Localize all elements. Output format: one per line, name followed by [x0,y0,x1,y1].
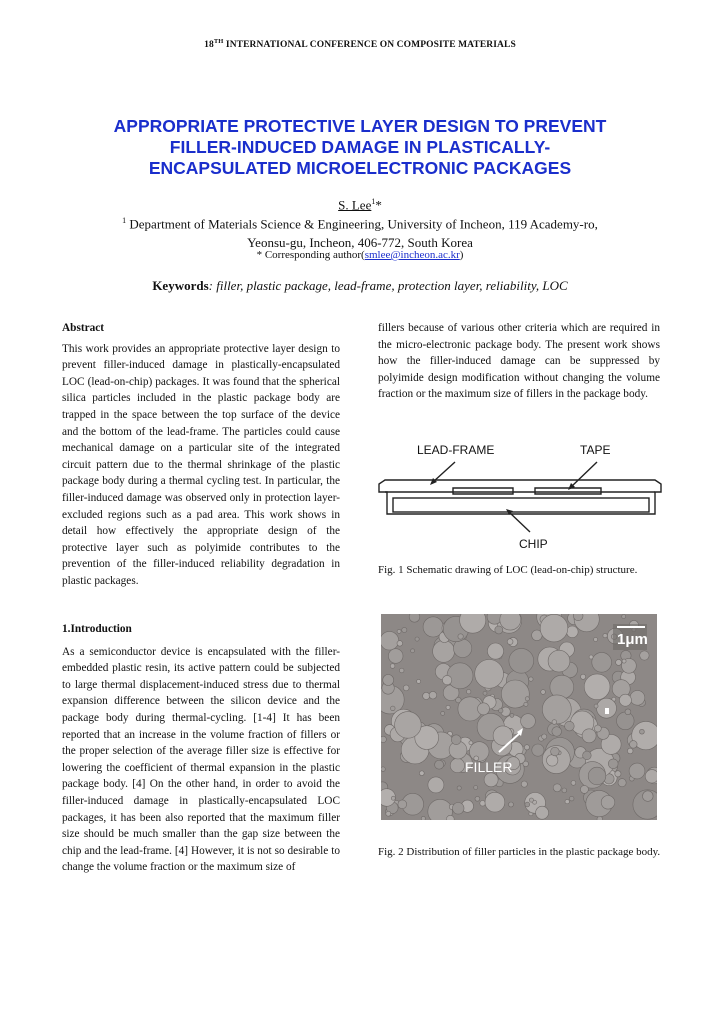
filler-particle [397,629,401,633]
filler-particle [433,640,455,662]
filler-particle [458,634,463,639]
affiliation [40,211,680,252]
filler-particle [447,663,473,689]
filler-particle [552,720,557,725]
filler-particle [525,802,530,807]
filler-particle [507,639,513,645]
filler-particle [391,796,395,800]
filler-particle [529,798,533,802]
filler-particle [540,614,568,642]
filler-particle [474,786,478,790]
author-sup: 1 [371,197,376,206]
paper-title [60,116,660,179]
corresponding-author [0,249,720,261]
filler-particle [645,770,657,783]
filler-particle [603,633,607,637]
filler-particle [485,792,505,812]
figure-2-caption: Fig. 2 Distribution of filler particles in the plastic package body. [378,846,661,858]
filler-particle [601,796,615,810]
lead-finger-left [453,488,513,494]
filler-particle [542,695,571,724]
filler-particle [383,675,394,686]
corresponding-prefix: * Corresponding author( [256,249,365,261]
filler-particle [524,745,529,750]
chip-body [393,498,649,512]
filler-particle [509,648,534,673]
filler-particle [381,767,385,772]
filler-particle [446,705,450,709]
filler-particle [442,675,451,684]
filler-particle [529,677,533,681]
keywords-line [0,278,720,294]
filler-particle [475,796,480,801]
affiliation-sup: 1 [122,216,127,225]
filler-particle [395,712,422,739]
filler-particle [565,799,569,803]
filler-particle [457,786,461,790]
filler-particle [509,802,514,807]
filler-particle [397,641,403,647]
email-link[interactable]: smlee@incheon.ac.kr [364,249,460,261]
filler-particle [594,704,598,708]
filler-particle [553,784,561,792]
filler-particle [480,801,486,807]
filler-particle [421,816,425,820]
filler-particle [630,741,638,749]
filler-particle [451,735,461,745]
filler-particle [521,714,536,729]
title-line-2: FILLER-INDUCED DAMAGE IN PLASTICALLY- [169,137,551,157]
filler-particle [580,785,588,793]
white-speck [605,708,609,714]
abstract-section [62,320,340,590]
filler-particle [618,779,626,787]
filler-particle [478,703,490,715]
filler-particle [411,649,415,653]
filler-particle [499,709,503,713]
filler-particle [524,702,528,706]
filler-particle [391,706,396,711]
introduction-section [62,621,340,876]
filler-particle [617,712,635,730]
affiliation-line-2: Yeonsu-gu, Incheon, 406-772, South Korea [247,235,473,251]
abstract-text: This work provides an appropriate protective layer design to prevent filler-induced damage in plastically-encapsulated LOC (lead-on-chip) packages. It was found that the spherical silica particles included in the plastic package body are trapped in the space between the top surface of the device and the bottom of the lead-frame. The particles could cause mechanical damage on a particular site of the integrated circuit pattern due to the thermal shrinkage of the plastic package body during a thermal cycling test. In particular, the filler-induced damage was observed only in protection layer-excluded regions such as a pad area. This work shows in detail how effectively the appropriate design of the protective layer such as polyimide contributes to the prevention of the filler-induced reliability degradation in plastic packages. [62,342,340,587]
filler-particle [643,791,654,802]
filler-particle [536,806,549,819]
corresponding-suffix: ) [459,249,464,261]
filler-particle [409,614,420,622]
abstract-heading: Abstract [62,322,105,334]
filler-particle [640,651,649,660]
filler-particle [452,803,464,815]
author-name: S. Lee [338,197,372,213]
lead-frame-outline [379,480,661,514]
header-ordinal-suffix: TH [213,38,224,45]
filler-particle [532,744,544,756]
right-column-paragraph: fillers because of various other criteria which are required in the micro-electronic package body. The present work shows how the filler-induced damage can be suppressed by polyimide design modification without changing the volume fraction or the maximum size of fillers in the package body. [378,322,660,401]
filler-particle [429,691,437,699]
lead-finger-right [535,488,601,494]
filler-particle [571,781,576,786]
filler-particle [467,690,471,694]
filler-particle [567,626,579,638]
label-chip: CHIP [519,537,548,551]
filler-particle [625,709,631,715]
filler-particle [594,638,598,642]
filler-particle [435,760,444,769]
filler-particle [615,771,621,777]
filler-particle [630,690,645,705]
filler-particle [388,649,403,664]
filler-particle [640,729,645,734]
conference-header [0,38,720,50]
figure-2-micrograph [381,614,657,820]
filler-particle [594,725,601,732]
filler-particle [441,711,445,715]
filler-particle [415,637,419,641]
header-conference: INTERNATIONAL CONFERENCE ON COMPOSITE MATERIALS [223,40,516,51]
label-tape: TAPE [580,443,611,457]
filler-particle [619,694,631,706]
filler-particle [565,721,575,731]
filler-particle [584,674,610,700]
filler-particle [629,763,645,779]
filler-particle [525,697,529,701]
filler-label: FILLER [465,759,513,775]
filler-particle [622,615,626,619]
keywords-label: Keywords [152,278,209,293]
filler-particle [547,755,558,766]
filler-particle [483,691,487,695]
filler-particle [475,660,504,689]
label-lead-frame: LEAD-FRAME [417,443,495,457]
arrow-lead-frame [433,462,455,482]
filler-particle [417,679,421,683]
filler-particle [390,664,395,669]
filler-particle [548,650,570,672]
filler-particle [582,729,596,743]
filler-particle [551,747,560,756]
filler-particle [428,777,444,793]
filler-particle [552,727,562,737]
filler-particle [542,734,547,739]
filler-particle [419,771,424,776]
filler-particle [592,652,612,672]
right-column-text [378,320,660,403]
filler-particle [399,668,404,673]
arrow-tape [571,462,597,487]
filler-particle [541,690,546,695]
filler-particle [386,811,391,816]
filler-particle [381,736,386,742]
figure-1-loc-schematic [375,432,665,552]
filler-particle [398,800,407,809]
filler-particle [450,758,464,772]
filler-particle [487,643,503,659]
introduction-text: As a semiconductor device is encapsulated with the filler-embedded plastic resin, its active pattern could be subjected to large thermal displacement-induced stress due to thermal expansion difference between the silicon device and the package body during thermal-cycling. [1-4] It has been reported that an increase in the volume fraction of fillers or the proper selection of the average filler size is effective for lowering the coefficient of thermal expansion in the plastic package body. [4] On the other hand, in order to avoid the filler-induced damage in plastically-encapsulated LOC packages, it has been also reported that the maximum filler size should be much smaller than the gap size between the chip and the lead-frame. [4] However, it is not so desirable to change the volume fraction or the maximum size of [62,645,340,874]
scale-bar-label: 1μm [617,631,648,648]
filler-particle [622,659,626,663]
filler-particle [616,659,622,665]
filler-particle [608,759,618,769]
filler-particle [423,692,430,699]
micrograph-image [381,614,657,820]
filler-particle [583,751,592,760]
header-ordinal: 18 [204,40,214,51]
introduction-heading: 1.Introduction [62,623,132,635]
title-line-3: ENCAPSULATED MICROELECTRONIC PACKAGES [148,158,572,178]
filler-particle [562,788,567,793]
filler-particle [588,767,606,785]
filler-particle [569,796,574,801]
affiliation-line-1: Department of Materials Science & Engineering, University of Incheon, 119 Academy-ro, [126,216,598,232]
filler-particle [403,685,409,691]
title-line-1: APPROPRIATE PROTECTIVE LAYER DESIGN TO PREVENT [113,116,607,136]
filler-particle [573,614,583,621]
filler-particle [381,631,399,650]
filler-particle [510,713,514,717]
filler-particle [581,674,586,679]
keywords-text: : filler, plastic package, lead-frame, protection layer, reliability, LOC [208,278,568,293]
filler-particle [402,627,407,632]
arrow-chip [509,512,530,532]
filler-particle [589,655,593,659]
figure-1-caption: Fig. 1 Schematic drawing of LOC (lead-on-chip) structure. [378,564,638,576]
filler-particle [495,626,503,634]
filler-particle [627,748,633,754]
filler-particle [521,781,527,787]
author-mark: * [375,197,382,213]
